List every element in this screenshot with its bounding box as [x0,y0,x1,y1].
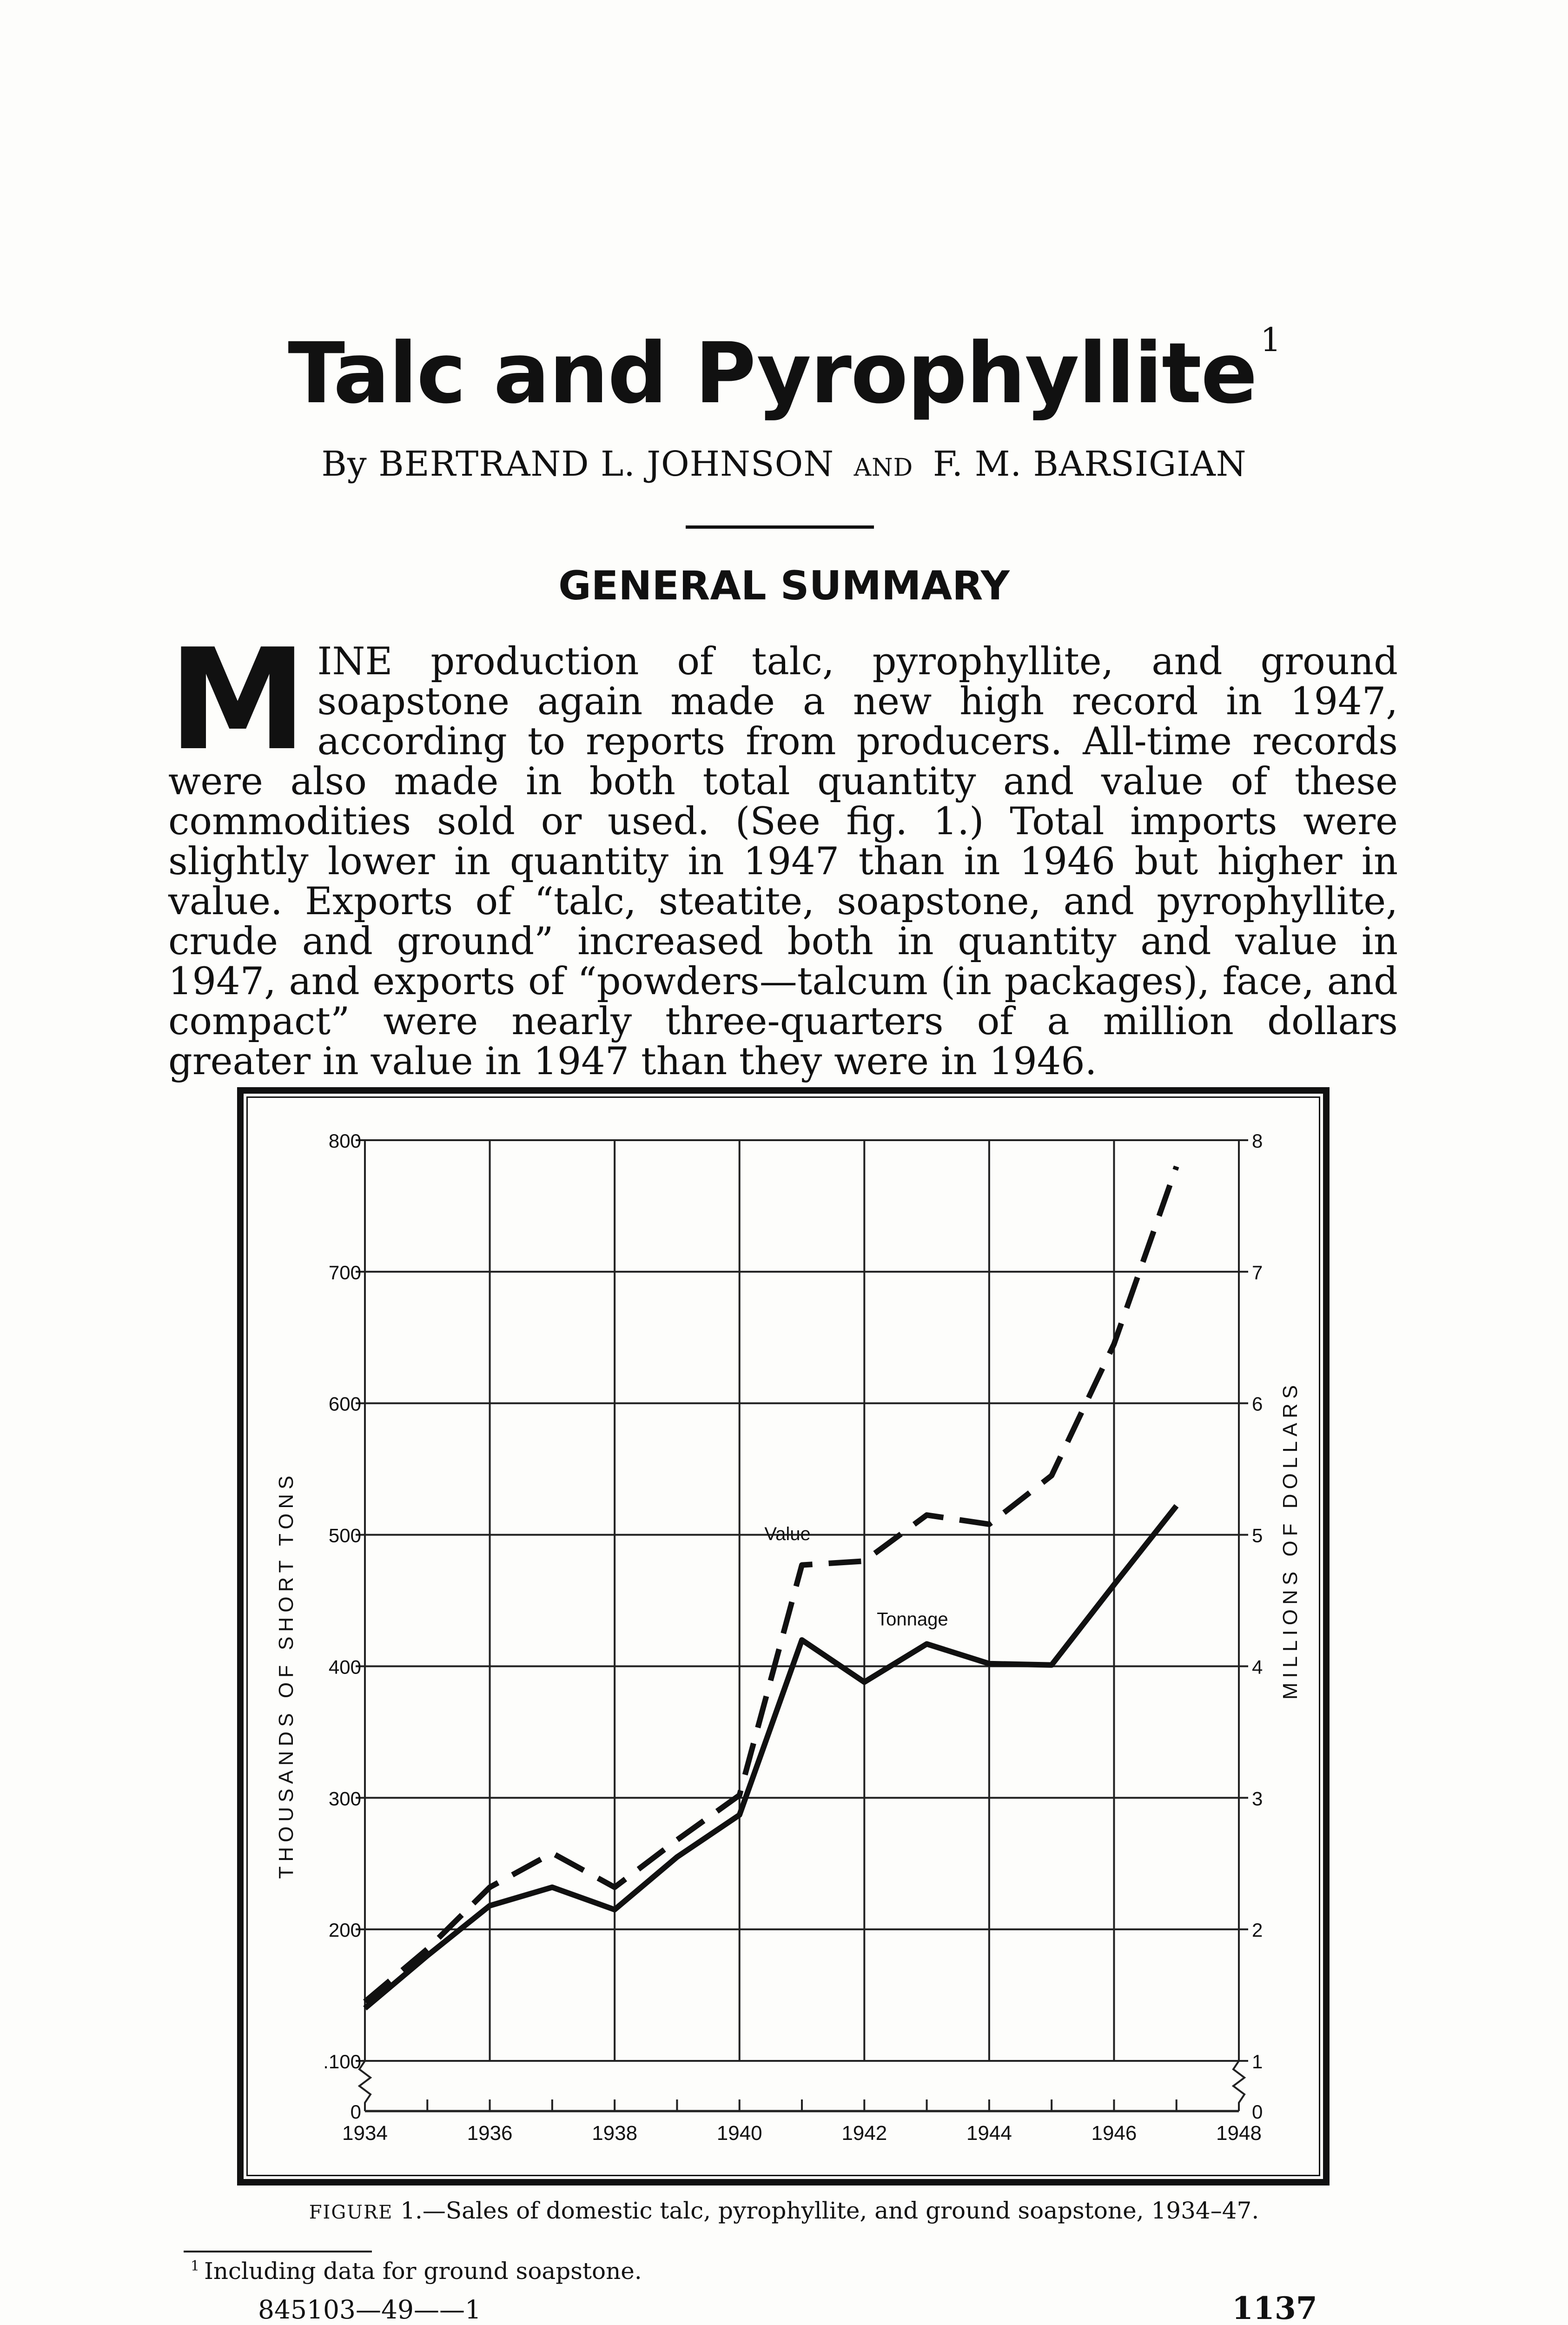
page-number: 1137 [1232,2290,1317,2325]
byline-conjunction: AND [853,454,913,482]
x-tick-label: 1936 [467,2122,513,2145]
y-right-tick-label: 2 [1252,1919,1263,1941]
y-left-tick-label: 0 [350,2101,361,2123]
figure-caption [0,2197,1568,2224]
y-right-tick-label: 0 [1252,2101,1263,2123]
job-number: 845103—49——1 [258,2295,481,2325]
series-line-tonnage [365,1506,1177,2008]
y-left-axis-title: THOUSANDS OF SHORT TONS [275,1471,298,1879]
y-left-tick-label: 200 [328,1919,361,1941]
y-right-tick-label: 7 [1252,1261,1263,1283]
y-right-tick-label: 3 [1252,1787,1263,1810]
x-tick-label: 1942 [841,2122,887,2145]
byline-prefix: By [321,444,367,484]
section-heading: GENERAL SUMMARY [558,563,1010,609]
chart-series [365,1167,1177,2008]
y-left-tick-label: 600 [328,1393,361,1415]
footnote-rule [184,2251,372,2252]
caption-text: 1.—Sales of domestic talc, pyrophyllite, and ground soapstone, 1934–47. [400,2197,1259,2224]
intro-text: INE production of talc, pyrophyllite, and ground soapstone again made a new high record in 1947, according to reports from producers. All-time records were also made in both total quantity and value of these commodities sold or used. (See fig. 1.) Total imports were slightly lower in quantity in 1947 than in 1946 but higher in value. Exports of “talc, steatite, soapstone, and pyrophyllite, crude and ground” increased both in quantity and value in 1947, and exports of “powders—talcum (in packages), face, and compact” were nearly three-quarters of a million dollars greater in value in 1947 than they were in 1946. [168,640,1398,1083]
figure-label: FIGURE [309,2202,393,2223]
series-label-tonnage: Tonnage [877,1609,948,1630]
drop-cap: M [168,619,307,781]
x-tick-label: 1948 [1216,2122,1262,2145]
axis-break-right [1233,2061,1244,2111]
x-tick-label: 1934 [342,2122,388,2145]
y-left-tick-label: .100 [323,2051,361,2073]
footnote-text: Including data for ground soapstone. [204,2258,642,2285]
y-right-axis-title: MILLIONS OF DOLLARS [1279,1380,1302,1700]
x-tick-label: 1940 [716,2122,762,2145]
chart-labels [275,1381,1302,1879]
y-left-tick-label: 700 [328,1261,361,1283]
x-tick-label: 1944 [966,2122,1012,2145]
chart-grid [356,1140,1248,2111]
author-1: BERTRAND L. JOHNSON [378,444,834,484]
y-right-tick-label: 5 [1252,1524,1263,1547]
series-label-value: Value [764,1524,811,1545]
author-2: F. M. BARSIGIAN [933,444,1247,484]
chart-ticks [323,1130,1263,2145]
footnote-marker: 1 [191,2258,200,2275]
y-left-tick-label: 400 [328,1656,361,1678]
page-title: Talc and Pyrophyllite $^1$ [288,321,1280,422]
x-tick-label: 1946 [1091,2122,1137,2145]
y-left-tick-label: 300 [328,1787,361,1810]
title-footnote-ref: 1 [1260,321,1280,359]
y-left-tick-label: 500 [328,1524,361,1547]
y-right-tick-label: 8 [1252,1130,1263,1152]
y-right-tick-label: 4 [1252,1656,1263,1678]
footnote [191,2258,642,2285]
y-right-tick-label: 1 [1252,2051,1263,2073]
x-tick-label: 1938 [592,2122,638,2145]
series-line-value [365,1167,1177,2002]
y-right-tick-label: 6 [1252,1393,1263,1415]
y-left-tick-label: 800 [328,1130,361,1152]
